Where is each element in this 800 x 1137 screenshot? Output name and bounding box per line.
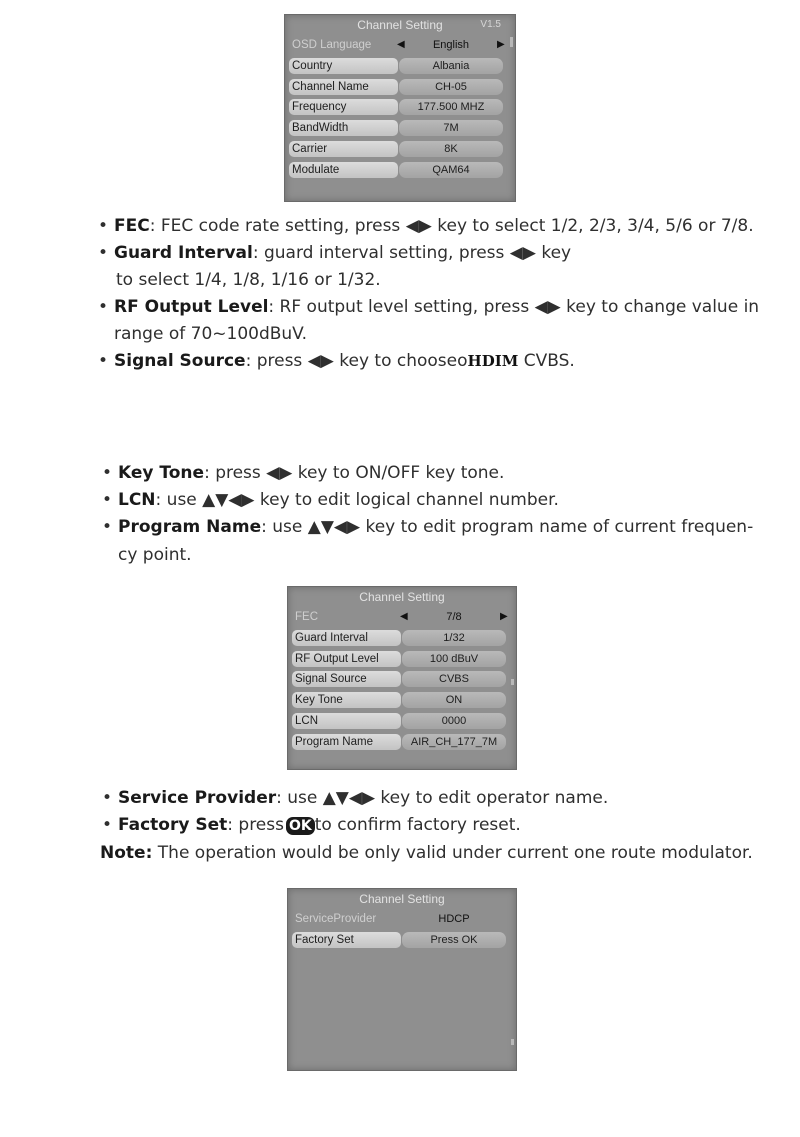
row-value: QAM64 — [399, 162, 503, 178]
note-line: Note: The operation would be only valid under current one route modulator. — [100, 843, 753, 863]
row-label: Frequency — [289, 99, 398, 115]
row-label: BandWidth — [289, 120, 398, 136]
scrollbar[interactable] — [511, 1039, 514, 1045]
menu-row-key-tone[interactable] — [288, 690, 516, 711]
scrollbar[interactable] — [510, 37, 513, 47]
row-label: Modulate — [289, 162, 398, 178]
row-label: Country — [289, 58, 398, 74]
menu-row-modulate[interactable] — [285, 160, 515, 181]
program-name-bullet: • Program Name: use ▲▼◀▶ key to edit program name of current frequen- — [102, 517, 754, 537]
menu-row-channel-name[interactable] — [285, 77, 515, 98]
menu-row-factory-set[interactable] — [288, 930, 516, 951]
menu-row-country[interactable] — [285, 56, 515, 77]
row-label: RF Output Level — [292, 651, 401, 667]
row-value: 1/32 — [402, 630, 506, 646]
key-tone-bullet: • Key Tone: press ◀▶ key to ON/OFF key tone. — [102, 463, 505, 483]
row-value: 7/8 — [446, 611, 462, 623]
arrow-right-icon[interactable]: ▶ — [497, 39, 505, 50]
scrollbar[interactable] — [511, 679, 514, 685]
row-label: Carrier — [289, 141, 398, 157]
row-label: Guard Interval — [292, 630, 401, 646]
menu-title: Channel Setting — [359, 590, 445, 604]
row-label: Signal Source — [292, 671, 401, 687]
row-value: HDCP — [438, 913, 470, 925]
menu-row-bandwidth[interactable] — [285, 118, 515, 139]
menu-row-carrier[interactable] — [285, 139, 515, 160]
fec-bullet: • FEC: FEC code rate setting, press ◀▶ key to select 1/2, 2/3, 3/4, 5/6 or 7/8. — [98, 216, 754, 236]
menu-row-frequency[interactable] — [285, 97, 515, 118]
menu-row-program-name[interactable] — [288, 732, 516, 753]
row-label: FEC — [295, 611, 318, 623]
hdim-overlay: HDIM — [467, 352, 519, 370]
channel-setting-menu-3 — [287, 888, 517, 1071]
menu-title: Channel Setting V1.5 — [285, 15, 515, 35]
row-value: ON — [402, 692, 506, 708]
menu-row-lcn[interactable] — [288, 711, 516, 732]
guard-interval-continuation: to select 1/4, 1/8, 1/16 or 1/32. — [116, 270, 381, 290]
row-value: CVBS — [402, 671, 506, 687]
row-value: 100 dBuV — [402, 651, 506, 667]
row-label: Key Tone — [292, 692, 401, 708]
program-name-continuation: cy point. — [118, 545, 192, 565]
menu-row-signal-source[interactable] — [288, 669, 516, 690]
row-value: 7M — [399, 120, 503, 136]
row-value: Press OK — [402, 932, 506, 948]
menu-row-fec[interactable] — [288, 607, 516, 628]
menu-row-rf-output-level[interactable] — [288, 649, 516, 670]
service-provider-bullet: • Service Provider: use ▲▼◀▶ key to edit operator name. — [102, 788, 609, 808]
row-label: LCN — [292, 713, 401, 729]
row-label: Program Name — [292, 734, 401, 750]
channel-setting-menu-2 — [287, 586, 517, 770]
menu-row-osd-language[interactable] — [285, 35, 515, 56]
row-label: Channel Name — [289, 79, 398, 95]
menu-row-service-provider[interactable] — [288, 909, 516, 930]
row-label: OSD Language — [292, 39, 372, 51]
row-value: CH-05 — [399, 79, 503, 95]
row-value: AIR_CH_177_7M — [402, 734, 506, 750]
menu-title: Channel Setting — [359, 892, 445, 906]
channel-setting-menu-1 — [284, 14, 516, 202]
lcn-bullet: • LCN: use ▲▼◀▶ key to edit logical channel number. — [102, 490, 559, 510]
signal-source-bullet: • Signal Source: press ◀▶ key to chooseoHDIM CVBS. — [98, 351, 575, 371]
arrow-right-icon[interactable]: ▶ — [500, 611, 508, 622]
row-value: English — [432, 39, 470, 51]
row-label: ServiceProvider — [295, 913, 377, 925]
rf-output-bullet: • RF Output Level: RF output level setting, press ◀▶ key to change value in — [98, 297, 760, 317]
arrow-left-icon[interactable]: ◀ — [397, 39, 405, 50]
rf-output-continuation: range of 70~100dBuV. — [114, 324, 308, 344]
version-label: V1.5 — [480, 19, 501, 30]
arrow-left-icon[interactable]: ◀ — [400, 611, 408, 622]
row-value: Albania — [399, 58, 503, 74]
row-label: Factory Set — [292, 932, 401, 948]
row-value: 177.500 MHZ — [399, 99, 503, 115]
guard-interval-bullet: • Guard Interval: guard interval setting, press ◀▶ key — [98, 243, 572, 263]
row-value: 0000 — [402, 713, 506, 729]
row-value: 8K — [399, 141, 503, 157]
menu-row-guard-interval[interactable] — [288, 628, 516, 649]
factory-set-bullet: • Factory Set: press OK to confirm factory reset. — [102, 815, 521, 835]
ok-key-icon: OK — [286, 817, 315, 835]
